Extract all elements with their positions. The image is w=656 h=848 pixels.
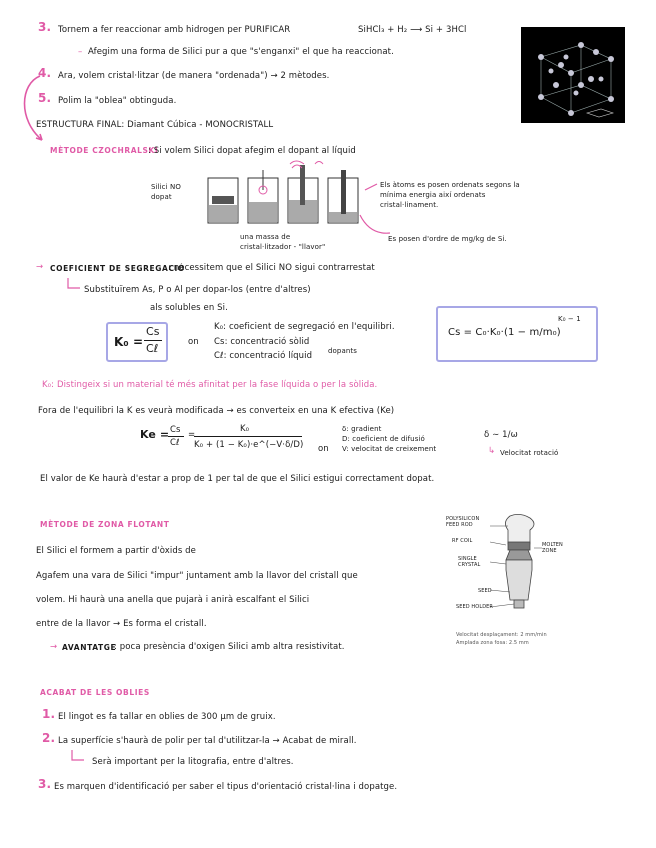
zona-line2: Agafem una vara de Silici "impur" juntament amb la llavor del cristall que bbox=[36, 571, 358, 581]
segregation-line1: : necessitem que el Silici NO sigui contrarrestat bbox=[168, 263, 375, 273]
ke-equals: = bbox=[188, 430, 196, 440]
czochralski-diagram bbox=[200, 160, 400, 240]
ke-numerator: Cs bbox=[170, 425, 181, 435]
rotation-label: Velocitat rotació bbox=[500, 449, 559, 457]
def-cl: Cℓ: concentració líquid bbox=[214, 351, 313, 361]
fraction-bar bbox=[168, 436, 184, 437]
step-3-equation: SiHCl₃ + H₂ ⟶ Si + 3HCl bbox=[358, 25, 467, 35]
acabat-1-num: 1. bbox=[42, 707, 56, 721]
connector-arrow-icon bbox=[14, 66, 74, 150]
acabat-1-text: El lingot es fa tallar en oblies de 300 µm de gruix. bbox=[58, 712, 276, 722]
arrow-icon: → bbox=[50, 642, 58, 652]
step-3b-text: Afegim una forma de Silici pur a que "s'enganxi" el que ha reaccionat. bbox=[88, 47, 394, 57]
acabat-2-sub: Serà important per la litografia, entre d'altres. bbox=[92, 757, 294, 767]
zona-line5: : poca presència d'oxigen Silici amb altra resistivitat. bbox=[114, 642, 345, 652]
zona-line3: volem. Hi haurà una anella que pujarà i anirà escalfant el Silici bbox=[36, 595, 310, 605]
distinction-line2: Fora de l'equilibri la K es veurà modificada → es converteix en una K efectiva (Ke) bbox=[38, 406, 395, 416]
def-v: V: velocitat de creixement bbox=[342, 445, 437, 453]
ke-conclusion: El valor de Ke haurà d'estar a prop de 1 per tal de que el Silici estigui correctament dopat. bbox=[40, 474, 435, 484]
czochralski-text: : Si volem Silici dopat afegim el dopant al líquid bbox=[148, 146, 356, 156]
segregation-head: COEFICIENT DE SEGREGACIÓ bbox=[50, 264, 185, 273]
k0-denominator: Cℓ bbox=[146, 342, 159, 355]
step-4-number: 4. bbox=[38, 66, 52, 80]
step-4-text: Ara, volem cristal·litzar (de manera "ordenada") → 2 mètodes. bbox=[58, 71, 330, 81]
cs-formula: Cs = C₀·K₀·(1 − m/m₀) bbox=[448, 327, 561, 338]
cs-exponent: K₀ − 1 bbox=[558, 315, 581, 323]
step-3-text: Tornem a fer reaccionar amb hidrogen per PURIFICAR bbox=[58, 25, 291, 35]
branch-arrow-icon bbox=[66, 276, 86, 296]
branch-arrow-icon bbox=[70, 748, 90, 768]
czochralski-title: MÈTODE CZOCHRALSKI bbox=[50, 146, 159, 155]
ke-denominator: Cℓ bbox=[170, 438, 180, 448]
k0-label: K₀ = bbox=[114, 335, 144, 349]
arrow-icon: → bbox=[36, 262, 44, 272]
arrow-icon: ↳ bbox=[488, 446, 496, 456]
def-cs: Cs: concentració sòlid bbox=[214, 337, 310, 347]
caption-width: Amplada zona fosa: 2.5 mm bbox=[456, 640, 529, 646]
k0-numerator: Cs bbox=[146, 325, 160, 338]
acabat-3-num: 3. bbox=[38, 777, 52, 791]
polysilicon-label: POLYSILICON FEED ROD bbox=[446, 516, 480, 528]
seed-holder-label: SEED HOLDER bbox=[456, 604, 493, 610]
step-3-number: 3. bbox=[38, 20, 52, 34]
segregation-line3: als solubles en Si. bbox=[150, 303, 228, 313]
single-crystal-label: SINGLE CRYSTAL bbox=[458, 556, 481, 568]
acabat-2-num: 2. bbox=[42, 731, 56, 745]
en-label-2: on bbox=[318, 444, 329, 454]
zona-line4: entre de la llavor → Es forma el cristall. bbox=[36, 619, 207, 629]
def-d: D: coeficient de difusió bbox=[342, 435, 425, 443]
def-delta: δ: gradient bbox=[342, 425, 382, 433]
advantage-head: AVANTATGE bbox=[62, 643, 117, 652]
rf-coil-label: RF COIL bbox=[452, 538, 473, 544]
zona-line1: El Silici el formem a partir d'òxids de bbox=[36, 546, 196, 556]
caption-speed: Velocitat desplaçament: 2 mm/min bbox=[456, 632, 547, 638]
ordered-atoms-label: Els àtoms es posen ordenats segons la mínima energia així ordenats cristal·linament. bbox=[380, 181, 520, 209]
zona-title: MÈTODE DE ZONA FLOTANT bbox=[40, 520, 170, 529]
segregation-line2: Substituïrem As, P o Al per dopar-los (entre d'altres) bbox=[84, 285, 311, 295]
dopants-label: dopants bbox=[328, 347, 357, 355]
step-5-number: 5. bbox=[38, 91, 52, 105]
seed-label-2: SEED bbox=[478, 588, 492, 594]
dopant-order-label: Es posen d'ordre de mg/kg de Si. bbox=[388, 235, 507, 243]
ke-denominator-2: K₀ + (1 − K₀)·e^(−V·δ/D) bbox=[194, 440, 304, 450]
def-k0: K₀: coeficient de segregació en l'equilibri. bbox=[214, 322, 395, 332]
en-label: on bbox=[188, 337, 199, 347]
acabat-3-text: Es marquen d'identificació per saber el tipus d'orientació cristal·lina i dopatge. bbox=[54, 782, 398, 792]
cs-formula-box bbox=[436, 306, 598, 362]
acabat-title: ACABAT DE LES OBLIES bbox=[40, 688, 150, 697]
undoped-label: Silici NO dopat bbox=[151, 183, 181, 201]
distinction-line1: K₀: Distingeix si un material té més afinitat per la fase líquida o per la sòlida. bbox=[42, 380, 378, 390]
acabat-2-text: La superfície s'haurà de polir per tal d'utilitzar-la → Acabat de mirall. bbox=[58, 736, 357, 746]
delta-relation: δ ∼ 1/ω bbox=[484, 430, 518, 440]
diamond-cubic-image bbox=[521, 27, 625, 123]
final-structure: ESTRUCTURA FINAL: Diamant Cúbica - MONOCRISTALL bbox=[36, 120, 274, 130]
dash-mark: – bbox=[78, 47, 83, 57]
ke-label: Ke = bbox=[140, 428, 170, 441]
seed-label: una massa de cristal·litzador - "llavor" bbox=[240, 233, 326, 251]
molten-zone-label: MOLTEN ZONE bbox=[542, 542, 563, 554]
ke-numerator-2: K₀ bbox=[240, 424, 250, 434]
fraction-bar bbox=[194, 436, 302, 437]
fraction-bar bbox=[144, 340, 162, 341]
k0-formula-box bbox=[106, 322, 168, 362]
step-5-text: Polim la "oblea" obtinguda. bbox=[58, 96, 177, 106]
